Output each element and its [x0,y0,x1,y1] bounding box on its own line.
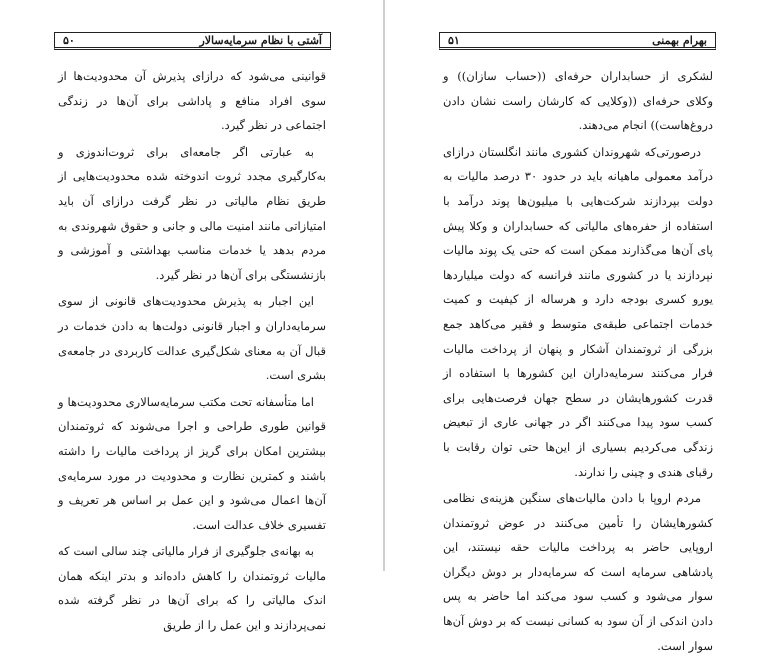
paragraph: درصورتی‌که شهروندان کشوری مانند انگلستان درازای درآمد معمولی ماهیانه باید در حدود ۳۰ درصد مالیات به دولت بپردازند شرکت‌هایی با میلیون‌ها پوند درآمد با استفاده از حفره‌های مالیاتی که حسابداران و وکلا پیش پای آن‌ها می‌گذارند ممکن است که حتی یک پوند مالیات نپردازند یا در کشوری مانند فرانسه که دولت میلیاردها یورو کسری بودجه دارد و هرساله از کیفیت و کمیت خدمات اجتماعی طبقه‌ی متوسط و فقیر می‌کاهد جمع بزرگی از ثروتمندان آشکار و پنهان از پرداخت مالیات فرار می‌کنند سرمایه‌داران این کشورها با استفاده از قدرت کشورهایشان در سطح جهان فرصت‌هایی برای کسب سود پیدا می‌کنند اگر در جهانی عاری از تبعیض زندگی می‌کردیم بسیاری از این‌ها حتی توان رقابت با رقبای هندی و چینی را ندارند. [443,144,714,479]
right-running-title: بهرام بهمنی [652,33,707,47]
paragraph: به عبارتی اگر جامعه‌ای برای ثروت‌اندوزی و به‌کارگیری مجدد ثروت اندوخته شده محدودیت‌هایی از طریق نظام مالیاتی در نظر گرفت درازای آن باید امتیازاتی مانند امنیت مالی و جانی و حقوق شهروندی به مردم بدهد یا خدمات مناسب بهداشتی و آموزشی و بازنشستگی برای آن‌ها در نظر گیرد. [58,144,326,282]
paragraph: این اجبار به پذیرش محدودیت‌های قانونی از سوی سرمایه‌داران و اجبار قانونی دولت‌ها به دادن خدمات در قبال آن به معنای شکل‌گیری عدالت کاربردی در جامعه‌ی بشری است. [58,294,326,383]
right-page [385,0,768,653]
right-page-number: ۵۱ [448,33,460,47]
left-running-title: آشتی با نظام سرمایه‌سالار [199,33,322,47]
paragraph: اما متأسفانه تحت مکتب سرمایه‌سالاری محدودیت‌ها و قوانین طوری طراحی و اجرا می‌شوند که ثروتمندان بیشترین امکان برای گریز از پرداخت مالیات را داشته باشند و کمترین نظارت و محدودیت در مورد سرمایه‌ی آن‌ها اعمال می‌شود و این عمل بر اساس هر تعریف و تفسیری خلاف عدالت است. [58,394,326,532]
left-page-number: ۵۰ [63,33,75,47]
left-page-body [58,64,326,638]
right-page-body [443,64,713,658]
left-page [0,0,383,633]
paragraph: مردم اروپا با دادن مالیات‌های سنگین هزینه‌ی نظامی کشورهایشان را تأمین می‌کنند در عوض ثروتمندان اروپایی حاضر به پرداخت مالیات حقه نیستند، این پادشاهی سرمایه است که سرمایه‌دار بر دوش دیگران سوار می‌شود و کسب سود می‌کند اما حاضر به پس دادن اندکی از آن سود به کسانی نیست که بر دوش آن‌ها سوار است. [443,491,713,653]
left-page-header [54,32,331,50]
paragraph: لشکری از حسابداران حرفه‌ای ((حساب سازان)) و وکلای حرفه‌ای ((وکلایی که کارشان راست نشان دادن دروغ‌هاست)) انجام می‌دهند. [443,69,713,133]
right-page-header [439,32,716,50]
paragraph: به بهانه‌ی جلوگیری از فرار مالیاتی چند سالی است که مالیات ثروتمندان را کاهش داده‌اند و بدتر اینکه همان اندک مالیاتی را که برای آن‌ها در نظر گرفته شده نمی‌پردازند و این عمل را از طریق [58,544,326,633]
paragraph: قوانینی می‌شود که درازای پذیرش آن محدودیت‌ها از سوی افراد منافع و پاداشی برای آن‌ها در زندگی اجتماعی در نظر گیرد. [58,69,326,133]
